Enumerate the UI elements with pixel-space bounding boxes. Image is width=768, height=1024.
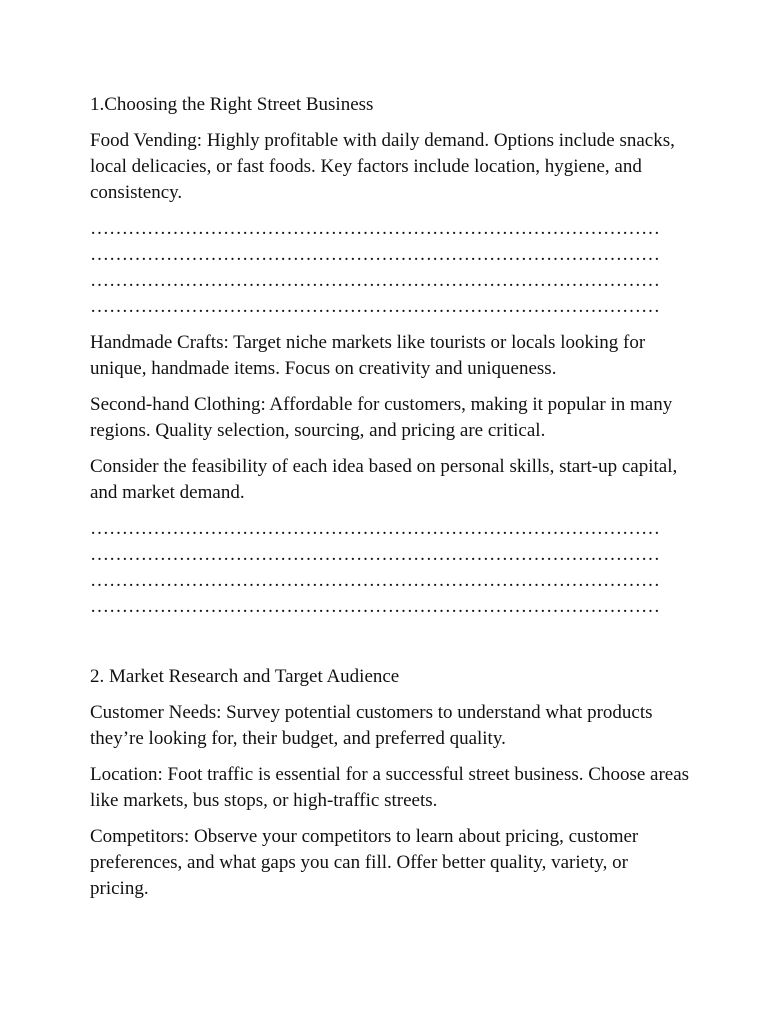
dotted-line: ……………………………………………………………………………… (90, 244, 660, 265)
section-spacer (90, 630, 690, 664)
dotted-fill-lines-b (90, 516, 690, 620)
dotted-line: ……………………………………………………………………………… (90, 570, 660, 591)
feasibility-paragraph: Consider the feasibility of each idea based on personal skills, start-up capital, and market demand. (90, 456, 678, 503)
dotted-fill-lines-a (90, 216, 690, 320)
dotted-line: ……………………………………………………………………………… (90, 218, 660, 239)
dotted-line: ……………………………………………………………………………… (90, 296, 660, 317)
dotted-line: ……………………………………………………………………………… (90, 544, 660, 565)
handmade-crafts-paragraph: Handmade Crafts: Target niche markets like tourists or locals looking for unique, handmade items. Focus on creativity and uniqueness. (90, 332, 646, 379)
section-2-heading: 2. Market Research and Target Audience (90, 666, 400, 687)
dotted-line: ……………………………………………………………………………… (90, 596, 660, 617)
document-page (90, 92, 690, 912)
competitors-paragraph: Competitors: Observe your competitors to learn about pricing, customer preferences, and what gaps you can fill. Offer better quality, variety, or pricing. (90, 826, 639, 899)
dotted-line: ……………………………………………………………………………… (90, 518, 660, 539)
dotted-line: ……………………………………………………………………………… (90, 270, 660, 291)
customer-needs-paragraph: Customer Needs: Survey potential customers to understand what products they’re looking for, their budget, and preferred quality. (90, 702, 653, 749)
second-hand-clothing-paragraph: Second-hand Clothing: Affordable for customers, making it popular in many regions. Quality selection, sourcing, and pricing are critical. (90, 394, 673, 441)
location-paragraph: Location: Foot traffic is essential for a successful street business. Choose areas like markets, bus stops, or high-traffic streets. (90, 764, 690, 811)
food-vending-paragraph: Food Vending: Highly profitable with daily demand. Options include snacks, local delicacies, or fast foods. Key factors include location, hygiene, and consistency. (90, 130, 675, 203)
section-1-heading: 1.Choosing the Right Street Business (90, 94, 374, 115)
